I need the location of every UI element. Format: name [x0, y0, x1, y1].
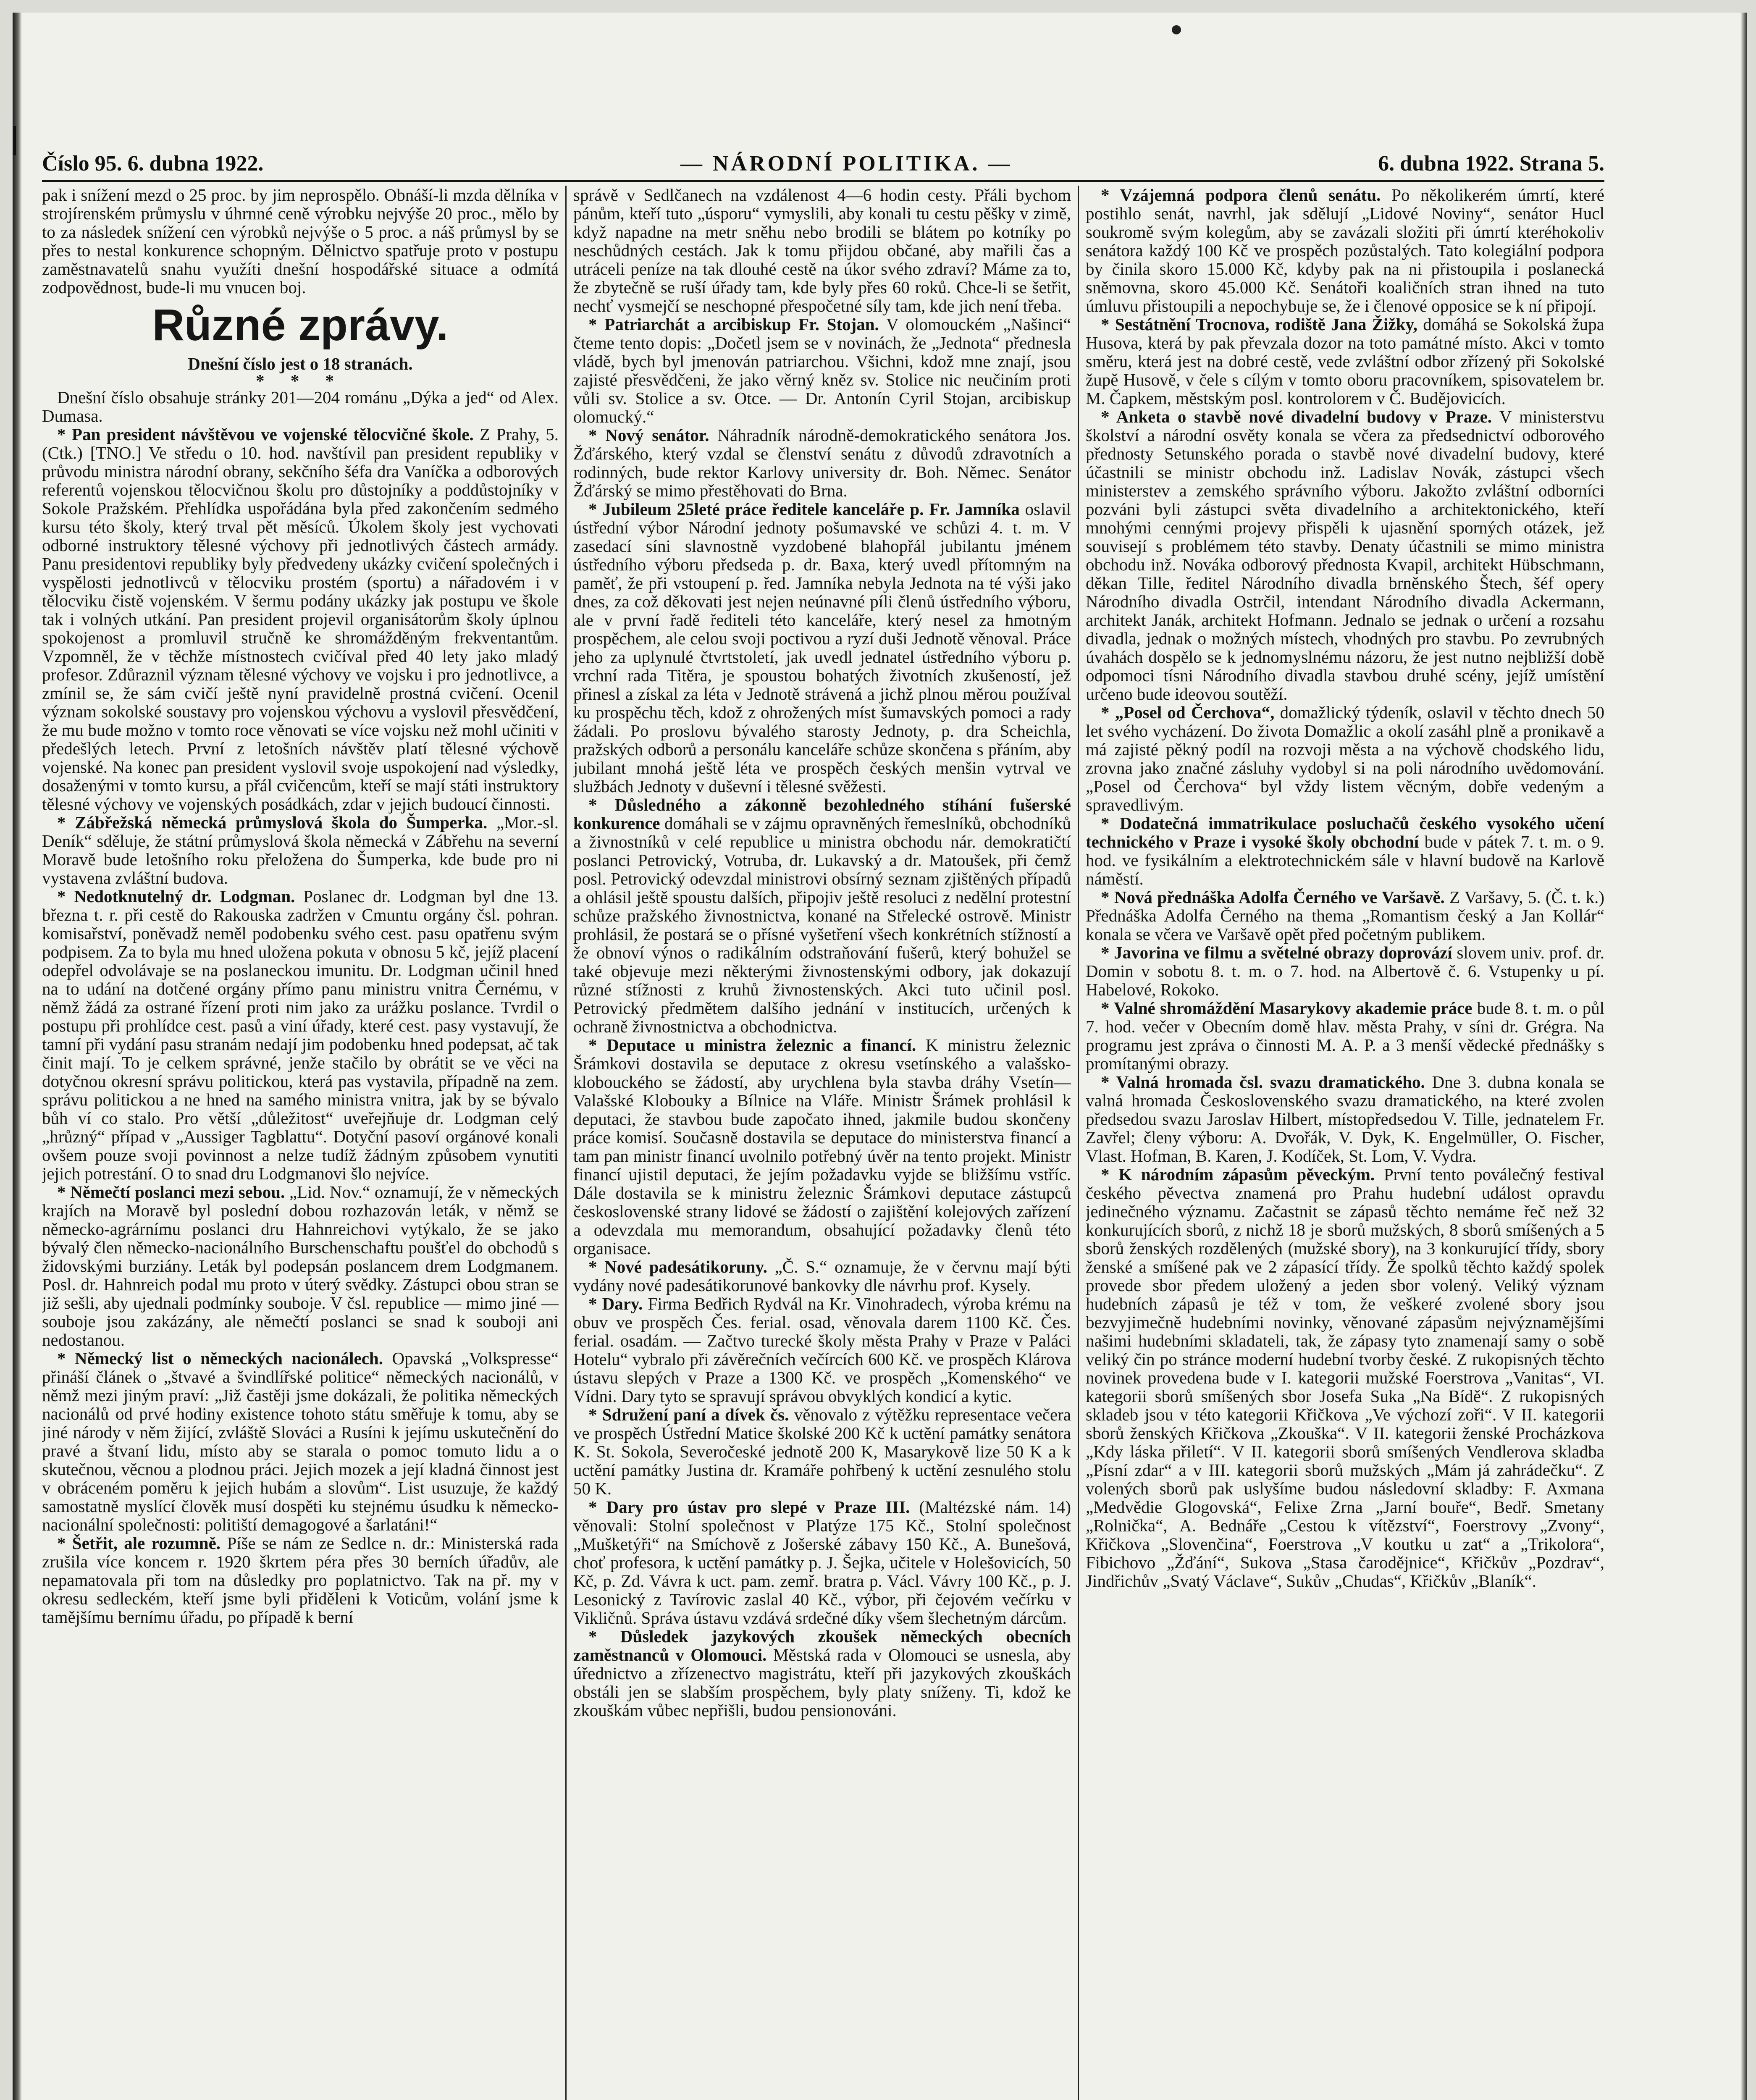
news-item-headline: * Důsledek jazykových zkoušek německých obecních zaměstnanců v Olomouci. [573, 1627, 1071, 1664]
section-title: Různé zprávy. [152, 300, 449, 350]
column-3 [1086, 186, 1604, 2100]
news-item-body: „Č. S.“ oznamuje, že v červnu mají býti vydány nové padesátikorunové bankovky dle návrhu prof. Kysely. [573, 1257, 1071, 1295]
news-item [573, 1294, 1071, 1405]
issue-pages-note: Dnešní číslo jest o 18 stranách. [188, 354, 413, 373]
newspaper-title: — NÁRODNÍ POLITIKA. — [680, 152, 1013, 176]
news-item-headline: * Sdružení paní a dívek čs. [588, 1405, 789, 1424]
news-item-body: bude 8. t. m. o půl 7. hod. večer v Obecním domě hlav. města Prahy, v síni dr. Grégra. Na programu jest zpráva o činnosti M. A. P. a 3 menší vědecké přednášky s promítanými obrazy. [1086, 998, 1604, 1073]
news-item [573, 1627, 1071, 1719]
news-item-body: V olomouckém „Našinci“ čteme tento dopis: „Dočetl jsem se v novinách, že „Jednota“ přednesla vládě, bych byl jmenován patriarchou. Všichni, kdož mne znají, jsou zajisté přesvědčeni, že jako věrný kněz sv. Stolice nic neučiním proti vůli sv. Stolice a sv. Otce. — Dr. Antonín Cyril Stojan, arcibiskup olomucký.“ [573, 315, 1071, 426]
news-item-body: Poslanec dr. Lodgman byl dne 13. března t. r. při cestě do Rakouska zadržen v Cmuntu orgány čsl. pohran. komisařství, poněvadž neměl podobenku svého cest. pasu opatřenu svým podpisem. Za to byla mu hned uložena pokuta v obnosu 5 kč, jejíž placení odepřel odvolávaje se na poslaneckou imunitu. Dr. Lodgman učinil hned na to udání na dotčené orgány přímo panu ministru vnitra Černému, v němž žádá za ostrané řízení proti nim jako za urážku poslance. Tvrdil o postupu při prohlídce cest. pasů a viní úřady, které cest. pasy vystavují, že tamní při vydání pasu stranám nedají jim podobenku hned podepsat, ač tak činit mají. To je celkem správné, jenže stačilo by obrátit se ve věci na dotyčnou okresní správu politickou, která pas vystavila, případně na zem. správu politickou a ne hned na samého ministra vnitra, jak by se bývalo bůh ví co stalo. Pro větší „důležitost“ uveřejňuje dr. Lodgman celý „hrůzný“ případ v „Aussiger Tagblattu“. Dotyční pasoví orgánové konali ovšem pouze svoji povinnost a nelze tudíž žádným způsobem vynutiti jejich potrestání. O to snad dru Lodgmanovi šlo nejvíce. [42, 887, 559, 1183]
news-item-headline: * Důsledného a zákonně bezohledného stíhání fušerské konkurence [573, 795, 1071, 833]
column-1-intro [42, 186, 559, 297]
continued-paragraph: pak i snížení mezd o 25 proc. by jim neprospělo. Obnáší-li mzda dělníka v strojírenském průmyslu v úhrnné ceně výrobku nejvýše 20 proc., mělo by to za následek snížení cen výrobků nejvýše o 5 proc. a náš průmysl by se přes to nestal konkurence schopným. Dělnictvo spatřuje proto v postupu zaměstnavatelů snahu využíti dnešní hospodářské situace a odmítá zodpovědnost, bude-li mu vnucen boj. [42, 186, 559, 297]
column-3-news-items [1086, 186, 1604, 1590]
news-item-headline: * Valné shromáždění Masarykovy akademie práce [1101, 998, 1473, 1018]
news-item-headline: * Valná hromada čsl. svazu dramatického. [1101, 1072, 1425, 1092]
news-item [42, 813, 559, 887]
news-item-headline: * Pan president návštěvou ve vojenské tělocvičné škole. [57, 425, 474, 444]
news-item-headline: * Šetřit, ale rozumně. [57, 1533, 221, 1553]
news-item [573, 795, 1071, 1036]
news-item [1086, 1073, 1604, 1165]
news-item-body: oslavil ústřední výbor Národní jednoty pošumavské ve schůzi 4. t. m. V zasedací síni slavnostně vyzdobené blahopřál jubilantu jménem ústředního výboru předseda p. dr. Baxa, který uvedl přítomným na paměť, že při vstoupení p. řed. Jamníka nebyla Jednota na té výši jako dnes, za což děkovati jest nejen neúnavné píli členů ústředního výboru, ale v první řadě řediteli této kanceláře, který nesel za hmotným prospěchem, ale celou svoji poctivou a ryzí duši Jednotě věnoval. Práce jeho za uplynulé čtvrtstoletí, jak uvedl jednatel ústředního výboru p. vrchní rada Titěra, je spoustou bohatých životních zkušeností, jež přinesl a získal za léta v Jednotě strávená a jichž plnou měrou používal ku prospěchu těch, kdož z ohrožených míst šumavských pomoci a rady žádali. Po proslovu bývalého starosty Jednoty, p. dra Scheichla, pražských odborů a personálu kanceláře schůze skončena s přáním, aby jubilant mnohá ještě léta ve prospěch českých menšin vytrval ve službách Jednoty v duševní i tělesné svěžesti. [573, 499, 1071, 796]
news-item-body: Z Prahy, 5. (Ctk.) [TNO.] Ve středu o 10. hod. navštívil pan president republiky v průvodu ministra národní obrany, sekčního šéfa dra Vaníčka a odborových referentů vojenskou tělocvičnou školu pro důstojníky a poddůstojníky v Sokole Pražském. Přehlídka uspořádána byla před zakončením sedmého kursu této školy, který trval pět měsíců. Úkolem školy jest vychovati odborné instruktory tělesné výchovy při jednotlivých částech armády. Panu presidentovi republiky byly předvedeny ukázky cvičení společných i vyspělosti jednotlivců v tělocviku prostém (sportu) a nářadovém i v tělocviku čistě vojenském. V šermu podány ukázky jak postupu ve škole tak i volných utkání. Pan president projevil organisátorům školy úplnou spokojenost a promluvil stručně ke shromážděným frekventantům. Vzpomněl, že v těchže místnostech cvičíval před 40 lety jako mladý profesor. Zdůraznil význam tělesné výchovy ve vojsku i pro jednotlivce, a zmínil se, že sám cvičí ještě nyní pravidelně prostná cvičení. Ocenil význam sokolské soustavy pro vojenskou výchovu a vyslovil přesvědčení, že mu bude možno v tomto roce věnovati se více vojsku než mohl učiniti v předešlých letech. První z letošních návštěv platí tělesné výchově vojenské. Na konec pan president vyslovil svoje uspokojení nad výsledky, dosaženými v tomto kursu, a přál cvičencům, kteří se mají státi instruktory tělesné výchovy ve vojenských posádkách, zdar v jejich budoucí činnosti. [42, 425, 559, 814]
news-item-body: věnovalo z výtěžku representace večera ve prospěch Ústřední Matice školské 200 Kč k uctění památky senátora K. St. Sokola, Severočeské jednotě 200 K, Masarykově lize 50 K a k uctění památky Justina dr. Kramáře pohřbený k uctění zesnulého stolu 50 K. [573, 1405, 1071, 1498]
news-item-headline: * Nová přednáška Adolfa Černého ve Varšavě. [1101, 887, 1445, 907]
news-item [42, 1183, 559, 1349]
news-item-headline: * Anketa o stavbě nové divadelní budovy v Praze. [1101, 407, 1492, 426]
news-item-body: (Maltézské nám. 14) věnovali: Stolní společnost v Platýze 175 Kč., Stolní společnost „Mušketýři“ na Smíchově z Jošerské zábavy 150 Kč., A. Bunešová, choť profesora, k uctění památky p. J. Šejka, učitele v Holešovicích, 50 Kč, p. Zd. Vávra k uct. pam. zemř. bratra p. Václ. Vávry 100 Kč., p. J. Lesonický z Tavírovic zaslal 40 Kč., výbor, při čejovém večírku v Vikličnů. Správa ústavu vzdává srdečné díky všem šlechetným dárcům. [573, 1497, 1071, 1628]
news-item-headline: * Vzájemná podpora členů senátu. [1101, 186, 1381, 205]
news-item [1086, 1165, 1604, 1590]
news-item-body: slovem univ. prof. dr. Domin v sobotu 8. t. m. o 7. hod. na Albertově č. 6. Vstupenky u pí. Habelové, Rokoko. [1086, 943, 1604, 999]
news-item-headline: * Nové padesátikoruny. [588, 1257, 768, 1276]
column-divider [565, 186, 567, 2100]
news-item [1086, 703, 1604, 814]
news-item-body: domáhali se v zájmu opravněných řemeslníků, obchodníků a živnostníků v celé republice u ministra obchodu nár. demokratičtí poslanci Petrovický, Votruba, dr. Lukavský a dr. Matoušek, při čemž posl. Petrovický odevzdal ministrovi obsírný seznam zjištěných případů a ohlásil ještě spoustu dalších, připojiv ještě resoluci z nedělní protestní schůze pražského živnostnictva, konané na Střelecké ostrově. Ministr prohlásil, že postará se o přísné vyšetření všech konkrétních stížností a že obnoví výnos o radikálním odstraňování fušerů, který bohužel se také objevuje mezi některými živnostenskými odbory, jak dokazují různé stížnosti z kruhů živnostenských. Akci tuto učinil posl. Petrovický předmětem dalšího jednání v institucích, určených k ochraně živnostnictva a obchodnictva. [573, 814, 1071, 1036]
news-item-headline: * K národním zápasům pěveckým. [1101, 1165, 1375, 1184]
column-1 [42, 186, 559, 2100]
news-item-body: bude v pátek 7. t. m. o 9. hod. ve fysikálním a elektrotechnickém sále v hlavní budově na Karlově náměstí. [1086, 832, 1604, 888]
news-item-headline: * Jubileum 25leté práce ředitele kanceláře p. Fr. Jamníka [588, 499, 1020, 519]
running-header [42, 151, 1604, 176]
news-item [1086, 407, 1604, 703]
news-item [1086, 999, 1604, 1073]
news-item [573, 315, 1071, 426]
news-item-body: domáhá se Sokolská župa Husova, která by pak převzala dozor na toto památné místo. Akci v tomto směru, která jest na dobré cestě, vede zvláštní odbor zřízený při Sokolské župě Husově, v čele s cílým v tomto oboru pracovníkem, spisovatelem br. M. Čapkem, městským posl. kontrolorem v Č. Budějovicích. [1086, 315, 1604, 408]
news-item-headline: * Sestátnění Trocnova, rodiště Jana Žižky, [1101, 315, 1417, 334]
news-item-headline: * Zábřežská německá průmyslová škola do Šumperka. [57, 813, 488, 832]
news-item-headline: * Patriarchát a arcibiskup Fr. Stojan. [588, 315, 879, 334]
news-item [42, 887, 559, 1183]
news-item [1086, 943, 1604, 999]
news-item [42, 1349, 559, 1534]
separator-stars: * * * [256, 371, 345, 390]
news-item-body: Dne 3. dubna konala se valná hromada Československého svazu dramatického, na které zvolen předsedou svazu Jaroslav Hilbert, místopředsedou V. Tille, jednatelem Fr. Zavřel; členy výboru: A. Dvořák, V. Dyk, K. Engelmüller, O. Fischer, Vlast. Hofman, B. Karen, J. Kodíček, St. Lom, V. Vydra. [1086, 1072, 1604, 1166]
news-item-body: „Lid. Nov.“ oznamují, že v německých krajích na Moravě byl poslední dobou rozhazován leták, v němž se německo-agrárnímu poslanci dru Hahnreichovi vytýkalo, že se jako bývalý člen německo-nacionálního Burschenschaftu poušťel do obchodů s židovskými burziány. Leták byl podepsán poslancem drem Lodgmanem. Posl. dr. Hahnreich podal mu proto v úterý svědky. Zástupci obou stran se již sešli, aby ujednali podmínky souboje. V čsl. republice — mimo jiné — souboje jsou zakázány, ale němečtí poslanci se snad k souboji ani nedostanou. [42, 1182, 559, 1349]
news-item-headline: * Javorina ve filmu a světelné obrazy doprovází [1101, 943, 1452, 962]
news-item-headline: * Dary. [588, 1294, 643, 1313]
column-2-intro [573, 186, 1071, 315]
news-item-body: Firma Bedřich Rydvál na Kr. Vinohradech, výroba krému na obuv ve prospěch Čes. ferial. osad, věnovala darem 1100 Kč. Čes. ferial. osadám. — Začtvo turecké školy města Prahy v Praze v Paláci Hotelu“ vybralo při závěrečních večírcích 600 Kč. ve prospěch Klárova ústavu slepých v Praze a 1300 Kč. ve prospěch „Komenského“ ve Vídni. Dary tyto se spravují správou obvyklých kondicí a kytic. [573, 1294, 1071, 1406]
header-rule [42, 180, 1604, 182]
news-item-body: Městská rada v Olomouci se usnesla, aby úřednictvo a zřízenectvo magistrátu, kteří při jazykových zkouškách obstáli jen se slabším prospěchem, byly platy sníženy. Ti, kdož ke zkouškám vůbec nepřišli, budou pensionováni. [573, 1645, 1071, 1720]
continued-paragraph: správě v Sedlčanech na vzdálenost 4—6 hodin cesty. Přáli bychom pánům, kteří tuto „úsporu“ vymyslili, aby konali tu cestu pěšky v zimě, když napadne na metr sněhu nebo brodili se blátem po kotníky po neschůdných cestách. Jak k tomu přijdou občané, aby mařili čas a utráceli peníze na tak dlouhé cestě na úkor svého zdraví? Máme za to, že zbytečně se ruší úřady tam, kde byly přes 60 roků. Chce-li se šetřit, nechť vysmejčí se neschopné přespočetné síly tam, kde jich není třeba. [573, 186, 1071, 315]
news-item-body: „Mor.-sl. Deník“ sděluje, že státní průmyslová škola německá v Zábřehu na severní Moravě bude letošního roku přeložena do Šumperka, kde bude pro ni vystavena zvláštní budova. [42, 813, 559, 887]
news-item [1086, 888, 1604, 943]
column-divider [1078, 186, 1079, 2100]
page-date-number: 6. dubna 1922. Strana 5. [1378, 152, 1604, 176]
news-item-body: Opavská „Volkspresse“ přináší článek o „štvavé a švindlířské politice“ německých nacionálů, v němž mezi jiným praví: „Již častěji jsme dokázali, že politika německých nacionálů od prvé hodiny existence tohoto státu směřuje k tomu, aby se jiné národy v něm žijící, zvláště Slováci a Rusíni k jejímu uskutečnění do pravé a štvaní lidu, místo aby se starala o pomoc tomuto lidu a o skutečnou, věcnou a plodnou práci. Jejich mozek a její kladná činnost jest v obráceném poměru k jejich hubám a slovům“. List usuzuje, že každý samostatně myslící člověk musí dospěti ku stejnému úsudku k německo-nacionální společnosti: politiští demagogové a šarlatáni!“ [42, 1349, 559, 1534]
news-item-headline: * „Posel od Čerchova“, [1101, 703, 1275, 722]
column-1-news-items [42, 425, 559, 1626]
page-edge-right [1740, 13, 1747, 2100]
news-item-body: Píše se nám ze Sedlce n. dr.: Ministerská rada zrušila více koncem r. 1920 škrtem péra přes 30 berních úřadův, ale nepamatovala při tom na důsledky pro poplatnictvo. Tak na př. my v okresu sedleckém, kteří jsme byli přiděleni k Voticům, volání jsme k tamějšímu bernímu úřadu, po případě k berní [42, 1533, 559, 1627]
news-item [573, 426, 1071, 500]
issue-number-date: Číslo 95. 6. dubna 1922. [42, 152, 264, 176]
news-item-body: domažlický týdeník, oslavil v těchto dnech 50 let svého vycházení. Do života Domažlic a okolí zasáhl plně a pronikavě a má zajisté pěkný podíl na rozvoji města a na výchově chodského lidu, zrovna jako značné zásluhy vydobyl si na poli národního uvědomování. „Posel od Čerchova“ byl vždy listem věcným, dobře vedeným a spravedlivým. [1086, 703, 1604, 814]
news-item [573, 500, 1071, 795]
news-item-headline: * Dodatečná immatrikulace posluchačů českého vysokého učení technického v Praze i vysoké školy obchodní [1086, 814, 1604, 851]
news-item-body: V ministerstvu školství a národní osvěty konala se včera za předsednictví odborového přednosty Setunského porada o stavbě nové divadelní budovy, které účastnili se ministr obchodu inž. Ladislav Novák, zástupci všech ministerstev a zemského správního výboru. Jakožto zvláštní odborníci pozváni byli zástupci světa divadelního a architektonického, kteří mnohými cennými projevy přispěli k ujasnění sporných otázek, jež souvisejí s problémem této stavby. Denaty účastnili se mimo ministra obchodu inž. Nováka odborový přednosta Kvapil, architekt Hübschmann, děkan Tille, ředitel Národního divadla brněnského Štech, šéf opery Národního divadla Ostrčil, intendant Národního divadla Ackermann, architekt Janák, architekt Hofmann. Jednalo se jednak o určení a rozsahu divadla, jednak o možných místech, vhodných pro stavbu. Po zevrubných úvahách dospělo se k jednomyslnému názoru, že jest nutno nejbližší době odpomoci tísni Národního divadla stavbou druhé scény, jejíž umístění určeno bude ideovou soutěží. [1086, 407, 1604, 704]
news-item [573, 1405, 1071, 1498]
news-item-headline: * Nedotknutelný dr. Lodgman. [57, 887, 295, 906]
news-item-body: Náhradník národně-demokratického senátora Jos. Žďárského, který vzdal se členství senátu z důvodů zdravotních a rodinných, bude rektor Karlovy university dr. Boh. Němec. Senátor Žďárský se mimo přestěhovati do Brna. [573, 425, 1071, 500]
news-item-headline: * Nový senátor. [588, 425, 709, 445]
novel-notice: Dnešní číslo obsahuje stránky 201—204 románu „Dýka a jed“ od Alex. Dumasa. [42, 388, 559, 425]
print-speck [1172, 25, 1181, 34]
news-item-headline: * Německý list o německých nacionálech. [57, 1349, 383, 1368]
news-item [573, 1036, 1071, 1257]
news-item [1086, 814, 1604, 888]
news-item-headline: * Dary pro ústav pro slepé v Praze III. [588, 1497, 910, 1517]
column-2 [573, 186, 1071, 2100]
page-edge-left [13, 13, 22, 2100]
news-item [1086, 186, 1604, 315]
news-item-body: První tento poválečný festival českého pěvectva znamená pro Prahu hudební událost opravdu jedinečného významu. Začastnit se zápasů těchto nemáme řeč než 32 konkurujících sborů, z nichž 18 je sborů mužských, 8 sborů smíšených a 5 sborů ženských rozdělených (mužské sbory), na 3 konkurující třídy, sbory ženské a smíšené pak ve 2 zápasící třídy. Že spolků těchto každý spolek provede sbor předem uložený a jeden sbor volený. Veliký význam hudebních zápasů je též v tom, že veškeré zvolené sbory jsou bezvyjimečně hudebními novinky, věnované zápasům nejvýznamějšími našimi hudebními skladateli, tak, že zápasy tyto znamenají samy o sobě veliký čin po stránce moderní hudební tvorby české. Z rukopisných těchto novinek provedena bude v I. kategorii mužské Foerstrova „Vanitas“, VI. kategorii sborů smíšených sbor Josefa Suka „Na Bídě“. Z rukopisných skladeb jsou v této kategorii Křičkova „Ve výchozí zoři“. V II. kategorii sborů ženských Křičkova „Zkouška“. V II. kategorii ženské Procházkova „Kdy láska přiletí“. V II. kategorii sborů smíšených Vendlerova skladba „Písní zdar“ a v III. kategorii sborů mužských „Mám já zahrádečku“. Z volených sborů pak uslyšíme budou následovní skladby: F. Axmana „Medvědie Glogovská“, Felixe Zrna „Jarní bouře“, Bedř. Smetany „Rolnička“, A. Bednáře „Cestou k vítězství“, Foerstrovy „Zvony“, Křičkova „Slovenčina“, Foerstrova „V koutku u zat“ a „Trikolora“, Fibichovo „Žďání“, Sukova „Stasa čarodějnice“, Křičkův „Pozdrav“, Jindřichův „Svatý Václave“, Sukův „Chudas“, Křičkův „Blaník“. [1086, 1165, 1604, 1591]
news-item [573, 1257, 1071, 1294]
news-item [42, 425, 559, 813]
news-item-headline: * Deputace u ministra železnic a financí. [588, 1035, 916, 1055]
news-item [573, 1498, 1071, 1627]
news-item-headline: * Němečtí poslanci mezi sebou. [57, 1182, 285, 1202]
news-item-body: Z Varšavy, 5. (Č. t. k.) Přednáška Adolfa Černého na thema „Romantism český a Jan Kollár“ konala se včera ve Varšavě opět před početným publikem. [1086, 887, 1604, 944]
news-item [1086, 315, 1604, 407]
newspaper-page [13, 13, 1747, 2100]
news-item [42, 1534, 559, 1626]
margin-mark [13, 126, 16, 155]
column-2-news-items [573, 315, 1071, 1719]
news-item-body: K ministru železnic Šrámkovi dostavila se deputace z okresu vsetínského a valašsko-klobouckého se žádostí, aby urychlena byla stavba dráhy Vsetín—Valašské Klobouky a Bílnice na Vláře. Ministr Šrámek prohlásil k deputaci, že stavbou bude započato ihned, jakmile budou skončeny práce komisí. Současně dostavila se deputace do ministerstva financí a tam pan ministr financí uvolnilo potřebný úvěr na tento projekt. Ministr financí ujistil deputaci, že jejím požadavku vyjde se bližšímu vstříc. Dále dostavila se k ministru železnic Šrámkovi deputace zástupců československé strany lidové se žádostí o zajištění kolejových zařízení a odevzdala mu memorandum, obsahující požadavky členů této organisace. [573, 1035, 1071, 1258]
news-item-body: Po několikerém úmrtí, které postihlo senát, navrhl, jak sdělují „Lidové Noviny“, senátor Hucl soukromě svým kolegům, aby se zavázali složiti při úmrtí kteréhokoliv senátora každý 100 Kč ve prospěch pozůstalých. Tato kolegiální podpora by činila skoro 15.000 Kč, kdyby pak na ni přistoupila i poslanecká sněmovna, skoro 45.000 Kč. Senátoři koaličních stran ihned na tuto úmluvu přistoupili a nepochybuje se, že i členové opposice se k ní připojí. [1086, 186, 1604, 315]
